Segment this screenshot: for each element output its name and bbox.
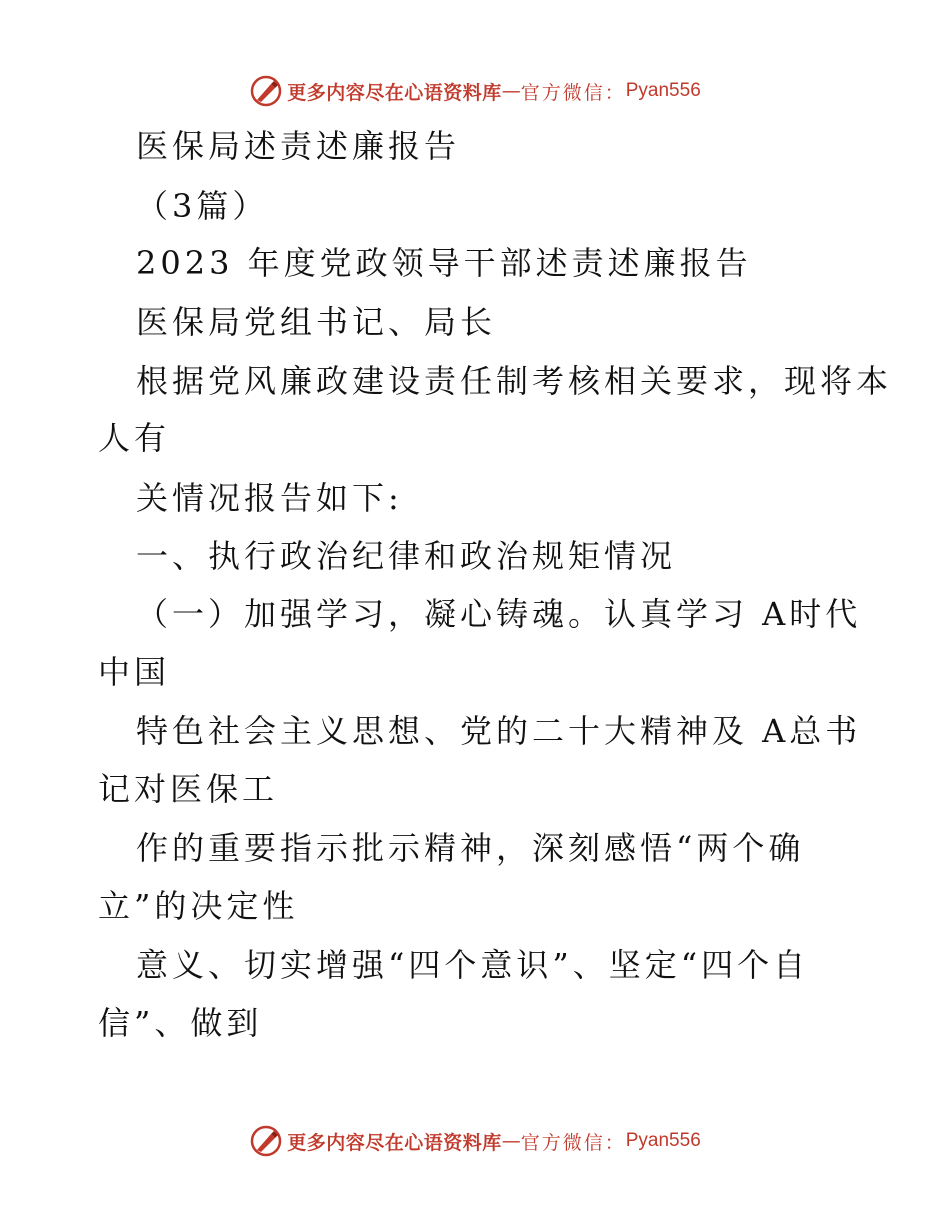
watermark-sub-text: 官方微信：	[520, 81, 626, 104]
paragraph-line: 关情况报告如下:	[136, 479, 403, 517]
paragraph-line: 作的重要指示批示精神，深刻感悟“两个确	[136, 829, 805, 867]
paragraph-line: 特色社会主义思想、党的二十大精神及 A总书	[136, 712, 862, 750]
paragraph-line: 根据党风廉政建设责任制考核相关要求，现将本	[136, 362, 893, 400]
paragraph-line: 记对医保工	[98, 770, 279, 808]
paragraph-line: 中国	[98, 653, 171, 691]
section-heading: 一、执行政治纪律和政治规矩情况	[136, 537, 677, 575]
watermark-dash: —	[501, 80, 521, 102]
pen-logo-icon	[249, 74, 283, 108]
author-line: 医保局党组书记、局长	[136, 303, 497, 341]
report-heading: 2023 年度党政领导干部述责述廉报告	[136, 244, 752, 282]
watermark-footer	[0, 1121, 950, 1161]
paragraph-line: （一）加强学习，凝心铸魂。认真学习 A时代	[136, 595, 862, 633]
watermark-sub-text: 官方微信：	[520, 1131, 626, 1154]
watermark-main-text: 更多内容尽在心语资料库	[287, 81, 502, 104]
watermark-main-text: 更多内容尽在心语资料库	[287, 1131, 502, 1154]
watermark-id: Pyan556	[625, 1130, 701, 1151]
watermark-dash: —	[501, 1130, 521, 1152]
watermark-id: Pyan556	[625, 80, 701, 101]
paragraph-line: 人有	[98, 419, 171, 457]
paragraph-line: 信”、做到	[98, 1004, 263, 1042]
document-title: 医保局述责述廉报告	[136, 127, 461, 165]
paragraph-line: 立”的决定性	[98, 887, 299, 925]
pen-logo-icon	[249, 1124, 283, 1158]
document-subtitle: （3篇）	[136, 187, 269, 225]
watermark-header	[0, 71, 950, 111]
paragraph-line: 意义、切实增强“四个意识”、坚定“四个自	[136, 946, 810, 984]
